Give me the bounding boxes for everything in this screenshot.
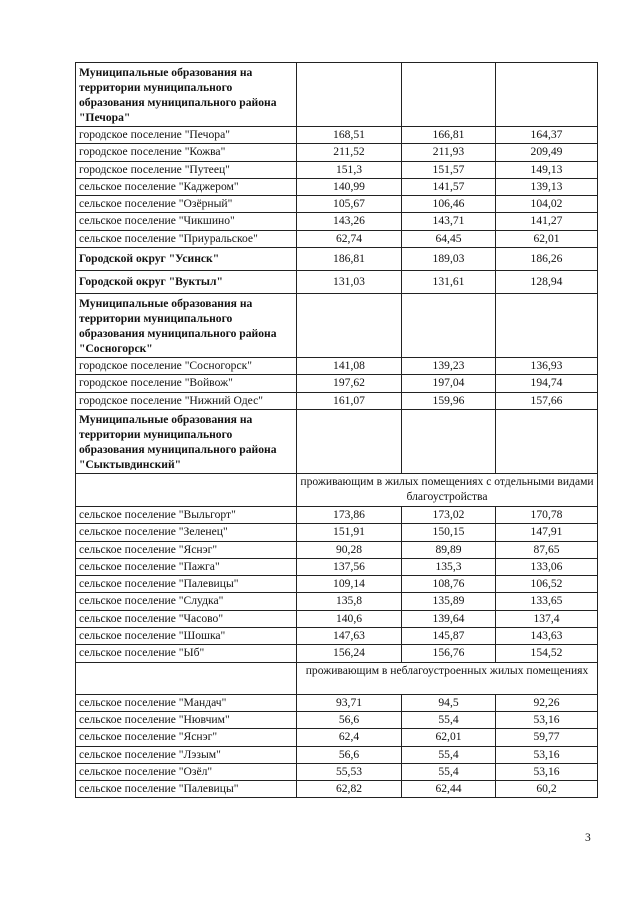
row-name: сельское поселение "Выльгорт" [76,506,297,523]
value-col-3: 53,16 [496,763,598,780]
table-row [76,392,598,409]
value-col-3: 128,94 [496,271,598,294]
value-col-1: 90,28 [297,541,402,558]
value-col-3: 164,37 [496,127,598,144]
value-col-2: 211,93 [402,144,496,161]
value-col-2: 139,64 [402,610,496,627]
value-col-3: 60,2 [496,781,598,798]
value-col-1: 137,56 [297,558,402,575]
row-name: сельское поселение "Слудка" [76,593,297,610]
value-col-1: 151,3 [297,161,402,178]
table-row [76,213,598,230]
value-col-2: 55,4 [402,763,496,780]
value-col-1: 56,6 [297,746,402,763]
table-row [76,358,598,375]
value-col-2: 145,87 [402,628,496,645]
table-row [76,694,598,711]
row-name: городское поселение "Кожва" [76,144,297,161]
value-col-1: 135,8 [297,593,402,610]
value-col-1: 211,52 [297,144,402,161]
table-row [76,230,598,247]
value-col-1: 173,86 [297,506,402,523]
value-col-2: 108,76 [402,576,496,593]
row-name: городское поселение "Печора" [76,127,297,144]
value-col-2: 94,5 [402,694,496,711]
row-name: городское поселение "Сосногорск" [76,358,297,375]
value-col-2: 150,15 [402,524,496,541]
value-col-1: 151,91 [297,524,402,541]
value-col-3: 139,13 [496,178,598,195]
value-col-2: 106,46 [402,196,496,213]
value-col-2: 135,3 [402,558,496,575]
row-name: Городской округ "Усинск" [76,248,297,271]
value-col-2: 156,76 [402,645,496,662]
row-name: сельское поселение "Лэзым" [76,746,297,763]
row-name: сельское поселение "Палевицы" [76,781,297,798]
section-header-row [76,409,598,473]
table-row [76,729,598,746]
row-name: сельское поселение "Озёл" [76,763,297,780]
value-col-3: 143,63 [496,628,598,645]
value-col-2: 197,04 [402,375,496,392]
section-header-syktyvdinsky: Муниципальные образования на территории муниципального образования муниципального района "Сыктывдинский" [76,409,297,473]
value-col-3: 133,06 [496,558,598,575]
value-col-1: 55,53 [297,763,402,780]
value-col-3: 209,49 [496,144,598,161]
subheader-row [76,662,598,694]
value-col-2: 62,44 [402,781,496,798]
row-name: сельское поселение "Мандач" [76,694,297,711]
value-col-1: 56,6 [297,711,402,728]
value-col-3: 141,27 [496,213,598,230]
value-col-3: 53,16 [496,711,598,728]
table-row [76,161,598,178]
table-row [76,645,598,662]
value-col-2: 159,96 [402,392,496,409]
value-col-3: 104,02 [496,196,598,213]
tariff-table [75,62,598,798]
value-col-1: 109,14 [297,576,402,593]
row-name: сельское поселение "Каджером" [76,178,297,195]
value-col-1: 141,08 [297,358,402,375]
value-col-2: 55,4 [402,746,496,763]
value-col-3: 186,26 [496,248,598,271]
value-col-1: 131,03 [297,271,402,294]
value-col-1: 156,24 [297,645,402,662]
table-row [76,541,598,558]
value-col-2: 143,71 [402,213,496,230]
value-col-1: 62,4 [297,729,402,746]
value-col-1: 62,82 [297,781,402,798]
table-row-usinsk [76,248,598,271]
row-name: городское поселение "Путеец" [76,161,297,178]
table-row [76,610,598,627]
value-col-3: 136,93 [496,358,598,375]
value-col-3: 170,78 [496,506,598,523]
table-row [76,558,598,575]
value-col-1: 93,71 [297,694,402,711]
table-row [76,576,598,593]
value-col-1: 143,26 [297,213,402,230]
value-col-3: 87,65 [496,541,598,558]
subheader-row [76,473,598,506]
value-col-1: 168,51 [297,127,402,144]
value-col-3: 137,4 [496,610,598,627]
value-col-1: 147,63 [297,628,402,645]
row-name: городское поселение "Нижний Одес" [76,392,297,409]
value-col-1: 62,74 [297,230,402,247]
section-header-row [76,294,598,358]
value-col-2: 166,81 [402,127,496,144]
row-name: сельское поселение "Пажга" [76,558,297,575]
table-row [76,144,598,161]
table-row-vuktyl [76,271,598,294]
row-name: Городской округ "Вуктыл" [76,271,297,294]
subheader-no-amenities: проживающим в неблагоустроенных жилых помещениях [297,662,598,694]
value-col-3: 133,65 [496,593,598,610]
value-col-2: 173,02 [402,506,496,523]
row-name: сельское поселение "Ыб" [76,645,297,662]
section-header-row [76,63,598,127]
value-col-1: 140,99 [297,178,402,195]
row-name: сельское поселение "Палевицы" [76,576,297,593]
table-row [76,178,598,195]
value-col-1: 140,6 [297,610,402,627]
row-name: сельское поселение "Часово" [76,610,297,627]
table-row [76,196,598,213]
table-row [76,781,598,798]
value-col-1: 105,67 [297,196,402,213]
value-col-3: 92,26 [496,694,598,711]
table-row [76,593,598,610]
value-col-2: 141,57 [402,178,496,195]
subheader-amenities: проживающим в жилых помещениях с отдельными видами благоустройства [297,473,598,506]
value-col-2: 89,89 [402,541,496,558]
value-col-3: 59,77 [496,729,598,746]
value-col-3: 53,16 [496,746,598,763]
value-col-3: 106,52 [496,576,598,593]
table-row [76,763,598,780]
value-col-2: 64,45 [402,230,496,247]
section-header-sosnogorsk: Муниципальные образования на территории муниципального образования муниципального района "Сосногорск" [76,294,297,358]
row-name: сельское поселение "Приуральское" [76,230,297,247]
row-name: городское поселение "Войвож" [76,375,297,392]
section-header-pechora: Муниципальные образования на территории муниципального образования муниципального района "Печора" [76,63,297,127]
row-name: сельское поселение "Шошка" [76,628,297,645]
page-number: 3 [585,832,591,844]
table-row [76,127,598,144]
value-col-2: 131,61 [402,271,496,294]
table-row [76,506,598,523]
value-col-3: 62,01 [496,230,598,247]
value-col-2: 139,23 [402,358,496,375]
table-row [76,746,598,763]
value-col-3: 147,91 [496,524,598,541]
table-row [76,628,598,645]
value-col-3: 149,13 [496,161,598,178]
value-col-2: 62,01 [402,729,496,746]
value-col-2: 135,89 [402,593,496,610]
value-col-1: 186,81 [297,248,402,271]
value-col-3: 194,74 [496,375,598,392]
row-name: сельское поселение "Яснэг" [76,541,297,558]
table-row [76,524,598,541]
row-name: сельское поселение "Чикшино" [76,213,297,230]
value-col-2: 151,57 [402,161,496,178]
table-row [76,375,598,392]
value-col-2: 189,03 [402,248,496,271]
value-col-3: 154,52 [496,645,598,662]
value-col-1: 161,07 [297,392,402,409]
value-col-1: 197,62 [297,375,402,392]
row-name: сельское поселение "Зеленец" [76,524,297,541]
row-name: сельское поселение "Яснэг" [76,729,297,746]
table-row [76,711,598,728]
row-name: сельское поселение "Озёрный" [76,196,297,213]
value-col-2: 55,4 [402,711,496,728]
value-col-3: 157,66 [496,392,598,409]
row-name: сельское поселение "Нювчим" [76,711,297,728]
